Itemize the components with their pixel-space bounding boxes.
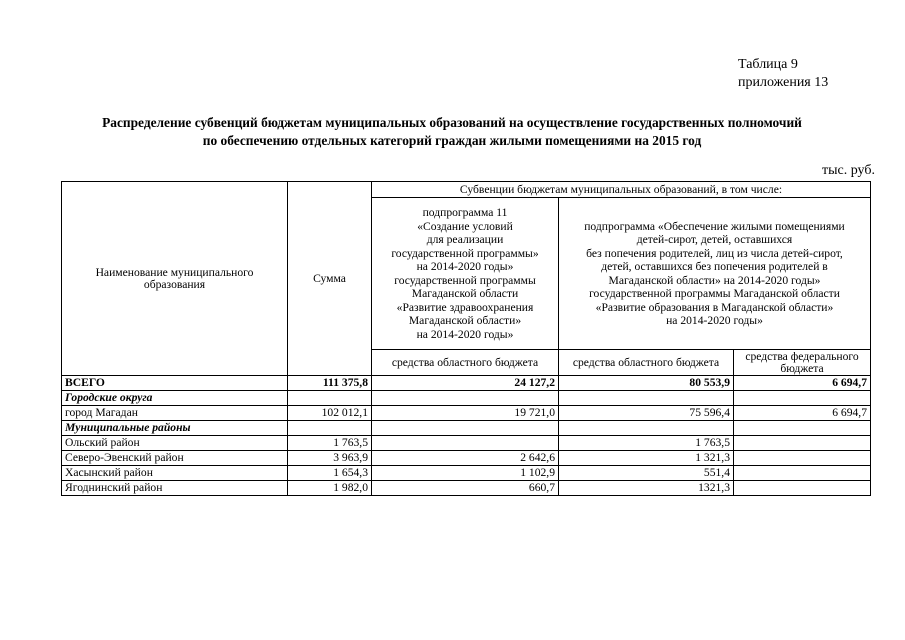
program-line: подпрограмма «Обеспечение жилыми помещениями xyxy=(584,219,845,233)
cell-sum: 111 375,8 xyxy=(288,376,372,391)
document-title xyxy=(40,114,864,150)
program-line: «Создание условий xyxy=(417,219,513,233)
appendix-number: приложения 13 xyxy=(738,75,829,90)
header-source-regional-1: средства областного бюджета xyxy=(372,350,559,376)
cell-program2-federal xyxy=(734,391,871,406)
program-line: подпрограмма 11 xyxy=(422,206,508,219)
cell-name: Ольский район xyxy=(62,436,288,451)
program-line: на 2014-2020 годы» xyxy=(416,327,514,341)
cell-sum: 102 012,1 xyxy=(288,406,372,421)
table-number: Таблица 9 xyxy=(738,57,798,72)
cell-program2-regional: 75 596,4 xyxy=(559,406,734,421)
table-row xyxy=(62,466,871,481)
cell-sum: 1 982,0 xyxy=(288,481,372,496)
cell-program2-regional: 80 553,9 xyxy=(559,376,734,391)
cell-sum: 3 963,9 xyxy=(288,451,372,466)
cell-sum: 1 654,3 xyxy=(288,466,372,481)
cell-program1 xyxy=(372,436,559,451)
cell-program2-regional xyxy=(559,421,734,436)
table-row xyxy=(62,376,871,391)
cell-program2-federal xyxy=(734,451,871,466)
table-reference xyxy=(738,56,828,92)
cell-program2-federal: 6 694,7 xyxy=(734,406,871,421)
program-line: государственной программы» xyxy=(391,246,539,260)
cell-name: город Магадан xyxy=(62,406,288,421)
program-line: «Развитие образования в Магаданской области» xyxy=(595,300,834,314)
header-sum: Сумма xyxy=(288,182,372,376)
program-line: на 2014-2020 годы» xyxy=(666,314,763,327)
cell-program1: 1 102,9 xyxy=(372,466,559,481)
header-name: Наименование муниципального образования xyxy=(62,182,288,376)
cell-sum xyxy=(288,421,372,436)
cell-program2-regional xyxy=(559,391,734,406)
cell-program2-federal: 6 694,7 xyxy=(734,376,871,391)
cell-program2-federal xyxy=(734,436,871,451)
program-line: Магаданской области» на 2014-2020 годы» xyxy=(608,273,821,287)
cell-program2-federal xyxy=(734,466,871,481)
cell-program2-regional: 551,4 xyxy=(559,466,734,481)
cell-program2-federal xyxy=(734,481,871,496)
header-source-regional-2: средства областного бюджета xyxy=(559,350,734,376)
cell-name: Муниципальные районы xyxy=(62,421,288,436)
program-line: Магаданской области xyxy=(411,287,519,300)
cell-program2-federal xyxy=(734,421,871,436)
table-row xyxy=(62,391,871,406)
cell-program1 xyxy=(372,421,559,436)
program-line: Магаданской области» xyxy=(408,314,522,327)
table-row xyxy=(62,481,871,496)
program-line: детей, оставшихся без попечения родителей в xyxy=(601,260,828,273)
program-line: без попечения родителей, лиц из числа детей-сирот, xyxy=(586,246,843,260)
cell-name: Северо-Эвенский район xyxy=(62,451,288,466)
cell-name: ВСЕГО xyxy=(62,376,288,391)
title-line-2: по обеспечению отдельных категорий граждан жилыми помещениями на 2015 год xyxy=(202,133,702,148)
units-label: тыс. руб. xyxy=(822,163,875,178)
subventions-table xyxy=(61,181,871,496)
table-body xyxy=(62,376,871,496)
cell-sum: 1 763,5 xyxy=(288,436,372,451)
cell-program2-regional: 1321,3 xyxy=(559,481,734,496)
table-row xyxy=(62,436,871,451)
program-line: на 2014-2020 годы» xyxy=(416,260,514,273)
program-line: «Развитие здравоохранения xyxy=(396,300,534,314)
program-line: детей-сирот, детей, оставшихся xyxy=(636,233,793,246)
program-line: государственной программы xyxy=(394,273,536,287)
cell-program1: 2 642,6 xyxy=(372,451,559,466)
table-row xyxy=(62,406,871,421)
cell-program2-regional: 1 321,3 xyxy=(559,451,734,466)
header-subventions: Субвенции бюджетам муниципальных образований, в том числе: xyxy=(372,182,871,198)
cell-name: Ягоднинский район xyxy=(62,481,288,496)
header-source-federal: средства федерального бюджета xyxy=(734,350,871,376)
cell-program1 xyxy=(372,391,559,406)
cell-program1: 24 127,2 xyxy=(372,376,559,391)
header-program-housing xyxy=(559,198,871,350)
cell-name: Городские округа xyxy=(62,391,288,406)
program-line: государственной программы Магаданской области xyxy=(589,287,840,300)
table-row xyxy=(62,421,871,436)
title-line-1: Распределение субвенций бюджетам муниципальных образований на осуществление государственных полномочий xyxy=(102,115,802,130)
cell-program2-regional: 1 763,5 xyxy=(559,436,734,451)
header-program-healthcare xyxy=(372,198,559,350)
cell-program1: 660,7 xyxy=(372,481,559,496)
cell-sum xyxy=(288,391,372,406)
table-row xyxy=(62,451,871,466)
cell-name: Хасынский район xyxy=(62,466,288,481)
cell-program1: 19 721,0 xyxy=(372,406,559,421)
program-line: для реализации xyxy=(426,233,504,246)
